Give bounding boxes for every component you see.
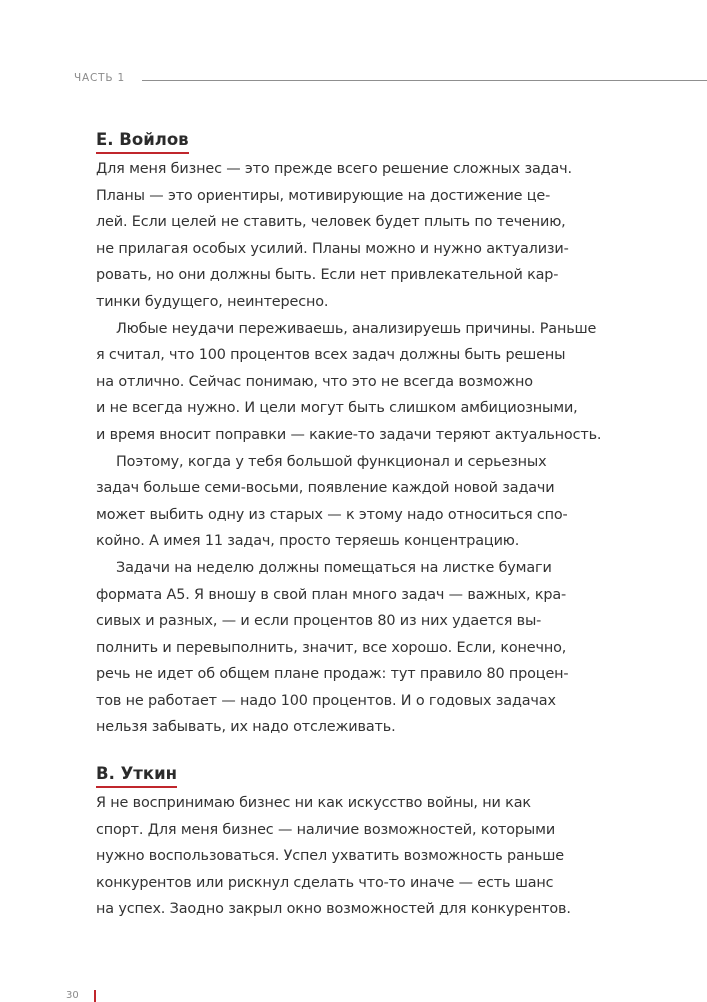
text-line: конкурентов или рискнул сделать что-то иначе — есть шанс (96, 874, 554, 891)
footer-accent-bar (94, 990, 96, 1002)
paragraph (96, 156, 641, 316)
text-line: Я не воспринимаю бизнес ни как искусство войны, ни как (96, 795, 531, 812)
page-body (96, 128, 641, 923)
author-section-voylov (96, 128, 641, 741)
text-line: и время вносит поправки — какие-то задачи теряют актуальность. (96, 426, 602, 443)
page-footer (66, 990, 126, 1000)
text-line: я считал, что 100 процентов всех задач должны быть решены (96, 347, 566, 364)
text-line: Для меня бизнес — это прежде всего решение сложных задач. (96, 161, 572, 177)
text-line: Любые неудачи переживаешь, анализируешь причины. Раньше (116, 320, 597, 337)
text-line: нужно воспользоваться. Успел ухватить возможность раньше (96, 848, 564, 865)
text-line: на отлично. Сейчас понимаю, что это не всегда возможно (96, 373, 533, 390)
text-line: Планы — это ориентиры, мотивирующие на достижение це- (96, 187, 551, 204)
text-line: полнить и перевыполнить, значит, все хорошо. Если, конечно, (96, 639, 567, 656)
text-line: и не всегда нужно. И цели могут быть слишком амбициозными, (96, 400, 578, 417)
text-line: койно. А имея 11 задач, просто теряешь концентрацию. (96, 533, 520, 550)
section-label: ЧАСТЬ 1 (74, 72, 125, 84)
author-name: Е. Войлов (96, 128, 189, 154)
header-rule (142, 80, 707, 81)
text-line: может выбить одну из старых — к этому надо относиться спо- (96, 506, 568, 523)
author-section-utkin (96, 762, 641, 923)
text-line: спорт. Для меня бизнес — наличие возможностей, которыми (96, 821, 556, 838)
text-line: формата А5. Я вношу в свой план много задач — важных, кра- (96, 586, 567, 603)
paragraph (96, 555, 641, 741)
paragraph (96, 449, 641, 555)
text-line: не прилагая особых усилий. Планы можно и нужно актуализи- (96, 240, 569, 257)
text-line: Поэтому, когда у тебя большой функционал и серьезных (116, 453, 547, 470)
text-line: речь не идет об общем плане продаж: тут правило 80 процен- (96, 666, 569, 683)
text-line: ровать, но они должны быть. Если нет привлекательной кар- (96, 267, 559, 284)
paragraph (96, 316, 641, 449)
running-header (74, 70, 707, 90)
page-number: 30 (66, 990, 79, 1001)
text-line: нельзя забывать, их надо отслеживать. (96, 719, 396, 736)
text-line: Задачи на неделю должны помещаться на листке бумаги (116, 559, 552, 576)
paragraph (96, 790, 641, 923)
text-line: тинки будущего, неинтересно. (96, 293, 329, 310)
text-line: задач больше семи-восьми, появление каждой новой задачи (96, 480, 555, 497)
text-line: лей. Если целей не ставить, человек будет плыть по течению, (96, 214, 566, 231)
text-line: тов не работает — надо 100 процентов. И о годовых задачах (96, 692, 556, 709)
author-name: В. Уткин (96, 762, 177, 788)
text-line: сивых и разных, — и если процентов 80 из них удается вы- (96, 613, 542, 630)
text-line: на успех. Заодно закрыл окно возможностей для конкурентов. (96, 901, 571, 918)
